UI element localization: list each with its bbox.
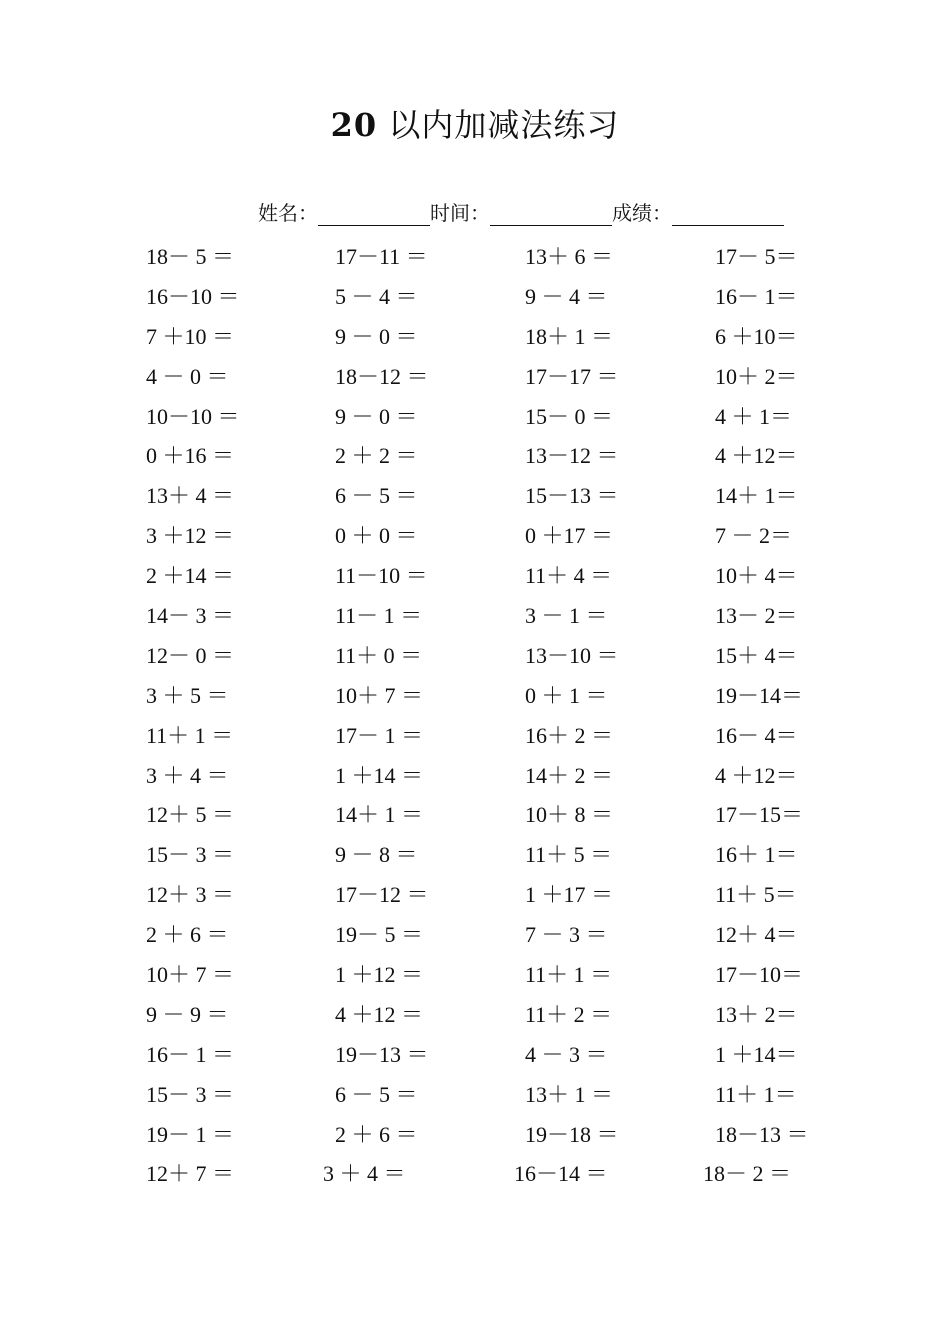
math-problem: 19－ 5 ＝: [335, 922, 424, 948]
math-problem: 10＋ 7 ＝: [146, 962, 235, 988]
math-problem: 15－13 ＝: [525, 483, 619, 509]
math-problem: 10＋ 4＝: [715, 563, 798, 589]
math-problem: 19－13 ＝: [335, 1041, 429, 1067]
math-problem: 0 ＋ 1 ＝: [525, 682, 608, 708]
problem-row: [0, 954, 950, 994]
math-problem: 18－13 ＝: [715, 1121, 809, 1147]
math-problem: 12＋ 5 ＝: [146, 802, 235, 828]
problem-row: [0, 1034, 950, 1074]
problem-row: [0, 715, 950, 755]
math-problem: 3 ＋ 5 ＝: [146, 682, 229, 708]
problem-row: [0, 236, 950, 276]
math-problem: 12＋ 3 ＝: [146, 882, 235, 908]
math-problem: 17－ 5＝: [715, 244, 798, 269]
math-problem: 16＋ 1＝: [715, 842, 798, 868]
math-problem: 16－ 1 ＝: [146, 1041, 235, 1067]
math-problem: 9 － 0 ＝: [335, 403, 418, 429]
math-problem: 2 ＋14 ＝: [146, 563, 235, 589]
math-problem: 3 ＋ 4 ＝: [323, 1161, 406, 1187]
math-problem: 4 ＋12 ＝: [335, 1001, 424, 1027]
math-problem: 13－12 ＝: [525, 443, 619, 469]
problem-row: [0, 595, 950, 635]
math-problem: 16－ 4＝: [715, 722, 798, 748]
problem-row: [0, 555, 950, 595]
math-problem: 9 － 8 ＝: [335, 842, 418, 868]
time-label: 时间：: [430, 201, 490, 225]
name-label: 姓名：: [258, 201, 318, 225]
math-problem: 16－14 ＝: [514, 1161, 608, 1187]
math-problem: 15－ 3 ＝: [146, 1081, 235, 1107]
problem-row: [0, 475, 950, 515]
math-problem: 11－ 1 ＝: [335, 603, 423, 629]
name-blank[interactable]: [318, 197, 430, 226]
math-problem: 19－14＝: [715, 682, 804, 708]
math-problem: 1 ＋17 ＝: [525, 882, 614, 908]
math-problem: 3 ＋ 4 ＝: [146, 762, 229, 788]
math-problem: 18－ 2 ＝: [703, 1161, 792, 1187]
problem-row: [0, 834, 950, 874]
math-problem: 0 ＋ 0 ＝: [335, 523, 418, 549]
math-problem: 18＋ 1 ＝: [525, 323, 614, 349]
math-problem: 16－10 ＝: [146, 283, 240, 309]
problem-row: [0, 515, 950, 555]
math-problem: 19－ 1 ＝: [146, 1121, 235, 1147]
score-blank[interactable]: [672, 197, 784, 226]
math-problem: 9 － 0 ＝: [335, 323, 418, 349]
problem-grid: [0, 236, 950, 1193]
math-problem: 7 － 2＝: [715, 523, 793, 549]
math-problem: 0 ＋17 ＝: [525, 523, 614, 549]
math-problem: 2 ＋ 2 ＝: [335, 443, 418, 469]
math-problem: 10＋ 7 ＝: [335, 682, 424, 708]
math-problem: 3 － 1 ＝: [525, 603, 608, 629]
student-info-row: [258, 192, 784, 226]
math-problem: 13＋ 6 ＝: [525, 244, 614, 269]
math-problem: 6 － 5 ＝: [335, 1081, 418, 1107]
math-problem: 12－ 0 ＝: [146, 642, 235, 668]
math-problem: 17－12 ＝: [335, 882, 429, 908]
problem-row: [0, 435, 950, 475]
math-problem: 13＋ 4 ＝: [146, 483, 235, 509]
problem-row: [0, 874, 950, 914]
problem-row: [0, 316, 950, 356]
math-problem: 14－ 3 ＝: [146, 603, 235, 629]
math-problem: 11＋ 1 ＝: [146, 722, 234, 748]
math-problem: 12＋ 7 ＝: [146, 1161, 235, 1187]
math-problem: 4 ＋ 1＝: [715, 403, 793, 429]
math-problem: 5 － 4 ＝: [335, 283, 418, 309]
math-problem: 7 ＋10 ＝: [146, 323, 235, 349]
math-problem: 13＋ 1 ＝: [525, 1081, 614, 1107]
math-problem: 4 － 0 ＝: [146, 363, 229, 389]
math-problem: 11＋ 4 ＝: [525, 563, 613, 589]
math-problem: 19－18 ＝: [525, 1121, 619, 1147]
math-problem: 4 ＋12＝: [715, 762, 798, 788]
math-problem: 1 ＋14＝: [715, 1041, 798, 1067]
problem-row: [0, 755, 950, 795]
problem-row: [0, 1074, 950, 1114]
math-problem: 0 ＋16 ＝: [146, 443, 235, 469]
math-problem: 7 － 3 ＝: [525, 922, 608, 948]
math-problem: 17－15＝: [715, 802, 804, 828]
problem-row: [0, 356, 950, 396]
math-problem: 2 ＋ 6 ＝: [146, 922, 229, 948]
title-number: 20: [330, 106, 378, 144]
math-problem: 11＋ 0 ＝: [335, 642, 423, 668]
math-problem: 14＋ 1＝: [715, 483, 798, 509]
math-problem: 13＋ 2＝: [715, 1001, 798, 1027]
math-problem: 15－ 3 ＝: [146, 842, 235, 868]
math-problem: 16＋ 2 ＝: [525, 722, 614, 748]
problem-row: [0, 1153, 950, 1193]
math-problem: 10＋ 8 ＝: [525, 802, 614, 828]
math-problem: 4 ＋12＝: [715, 443, 798, 469]
score-label: 成绩：: [612, 201, 672, 225]
time-blank[interactable]: [490, 197, 612, 226]
math-problem: 9 － 4 ＝: [525, 283, 608, 309]
math-problem: 12＋ 4＝: [715, 922, 798, 948]
math-problem: 18－12 ＝: [335, 363, 429, 389]
math-problem: 11＋ 1＝: [715, 1081, 797, 1107]
math-problem: 17－11 ＝: [335, 244, 428, 269]
page-title: [0, 100, 950, 146]
math-problem: 11＋ 5＝: [715, 882, 797, 908]
math-problem: 18－ 5 ＝: [146, 244, 235, 269]
problem-row: [0, 396, 950, 436]
problem-row: [0, 1114, 950, 1154]
math-problem: 11＋ 2 ＝: [525, 1001, 613, 1027]
math-problem: 4 － 3 ＝: [525, 1041, 608, 1067]
math-problem: 17－ 1 ＝: [335, 722, 424, 748]
problem-row: [0, 794, 950, 834]
math-problem: 11－10 ＝: [335, 563, 428, 589]
title-text: 以内加减法练习: [388, 106, 620, 144]
math-problem: 11＋ 1 ＝: [525, 962, 613, 988]
math-problem: 15－ 0 ＝: [525, 403, 614, 429]
math-problem: 16－ 1＝: [715, 283, 798, 309]
math-problem: 1 ＋12 ＝: [335, 962, 424, 988]
math-problem: 6 ＋10＝: [715, 323, 798, 349]
math-problem: 13－ 2＝: [715, 603, 798, 629]
math-problem: 14＋ 2 ＝: [525, 762, 614, 788]
problem-row: [0, 635, 950, 675]
math-problem: 17－17 ＝: [525, 363, 619, 389]
math-problem: 17－10＝: [715, 962, 804, 988]
math-problem: 2 ＋ 6 ＝: [335, 1121, 418, 1147]
math-problem: 9 － 9 ＝: [146, 1001, 229, 1027]
math-problem: 1 ＋14 ＝: [335, 762, 424, 788]
math-problem: 11＋ 5 ＝: [525, 842, 613, 868]
problem-row: [0, 276, 950, 316]
math-problem: 13－10 ＝: [525, 642, 619, 668]
problem-row: [0, 994, 950, 1034]
math-problem: 15＋ 4＝: [715, 642, 798, 668]
math-problem: 14＋ 1 ＝: [335, 802, 424, 828]
problem-row: [0, 914, 950, 954]
math-problem: 10－10 ＝: [146, 403, 240, 429]
math-problem: 6 － 5 ＝: [335, 483, 418, 509]
math-problem: 3 ＋12 ＝: [146, 523, 235, 549]
problem-row: [0, 675, 950, 715]
math-problem: 10＋ 2＝: [715, 363, 798, 389]
